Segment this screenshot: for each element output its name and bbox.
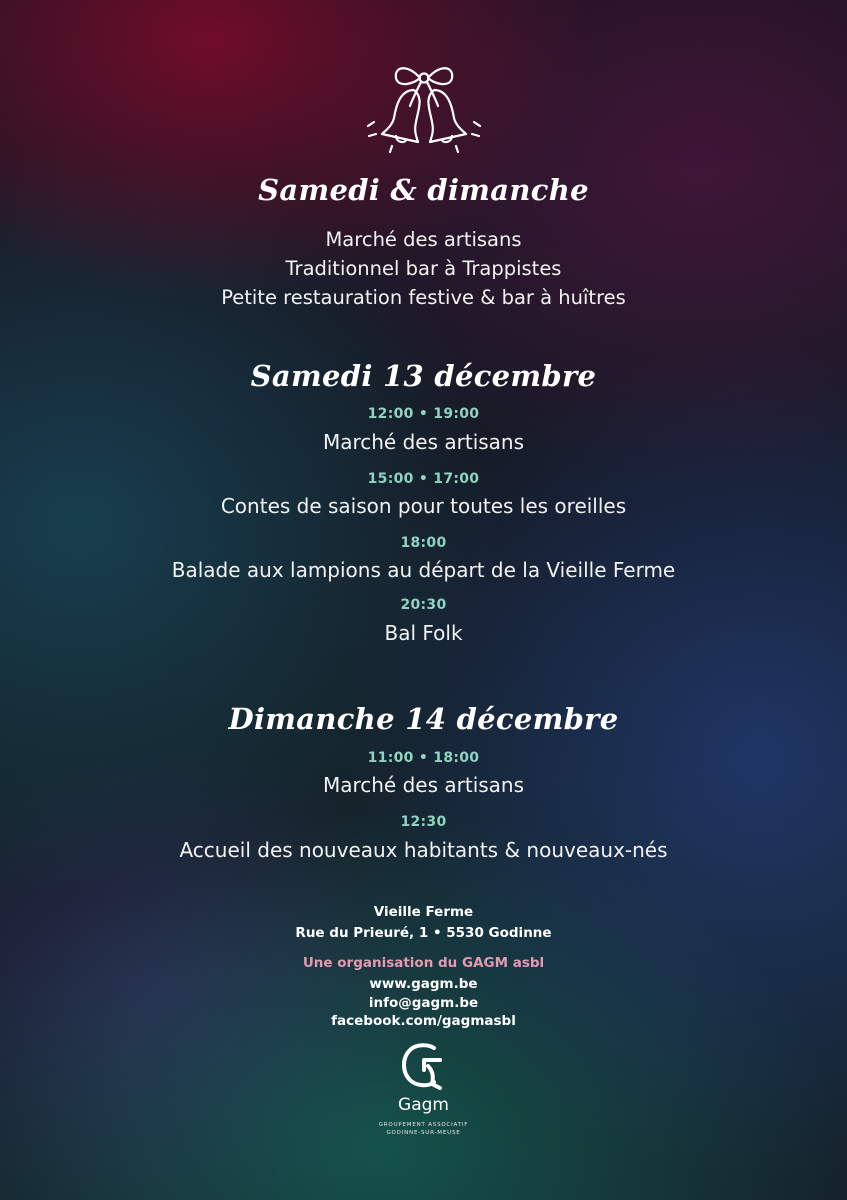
- venue-address: Rue du Prieuré, 1 • 5530 Godinne: [295, 925, 552, 941]
- event-time: 12:30: [400, 814, 447, 830]
- event-title: Bal Folk: [384, 621, 463, 645]
- weekend-item: Petite restauration festive & bar à huîtres: [221, 286, 626, 309]
- website-link[interactable]: www.gagm.be: [369, 976, 478, 992]
- logo-tagline-line: GROUPEMENT ASSOCIATIF: [378, 1122, 469, 1128]
- facebook-link[interactable]: facebook.com/gagmasbl: [331, 1013, 516, 1029]
- christmas-bells-icon: [0, 56, 847, 156]
- event-time: 12:00 • 19:00: [367, 406, 480, 422]
- event-time: 18:00: [400, 535, 447, 551]
- weekend-list: [0, 225, 847, 312]
- event-title: Balade aux lampions au départ de la Vieille Ferme: [171, 558, 676, 582]
- logo-tagline: [0, 1121, 847, 1137]
- organizer-label: Une organisation du GAGM asbl: [302, 955, 545, 971]
- logo-tagline-line: GODINNE-SUR-MEUSE: [386, 1130, 461, 1136]
- event-title: Marché des artisans: [322, 773, 525, 797]
- event-title: Accueil des nouveaux habitants & nouveaux-nés: [179, 838, 668, 862]
- venue-name: Vieille Ferme: [373, 904, 474, 920]
- event-time: 15:00 • 17:00: [367, 471, 480, 487]
- email-link[interactable]: info@gagm.be: [368, 995, 479, 1011]
- weekend-item: Marché des artisans: [325, 228, 522, 251]
- event-time: 20:30: [400, 597, 447, 613]
- sunday-heading: Dimanche 14 décembre: [228, 702, 619, 736]
- event-title: Marché des artisans: [322, 430, 525, 454]
- weekend-heading: Samedi & dimanche: [258, 173, 589, 207]
- logo-name: Gagm: [398, 1095, 449, 1115]
- gagm-logo-icon: [0, 1040, 847, 1092]
- event-title: Contes de saison pour toutes les oreilles: [220, 494, 627, 518]
- event-time: 11:00 • 18:00: [367, 750, 480, 766]
- weekend-item: Traditionnel bar à Trappistes: [285, 257, 562, 280]
- saturday-heading: Samedi 13 décembre: [250, 359, 597, 393]
